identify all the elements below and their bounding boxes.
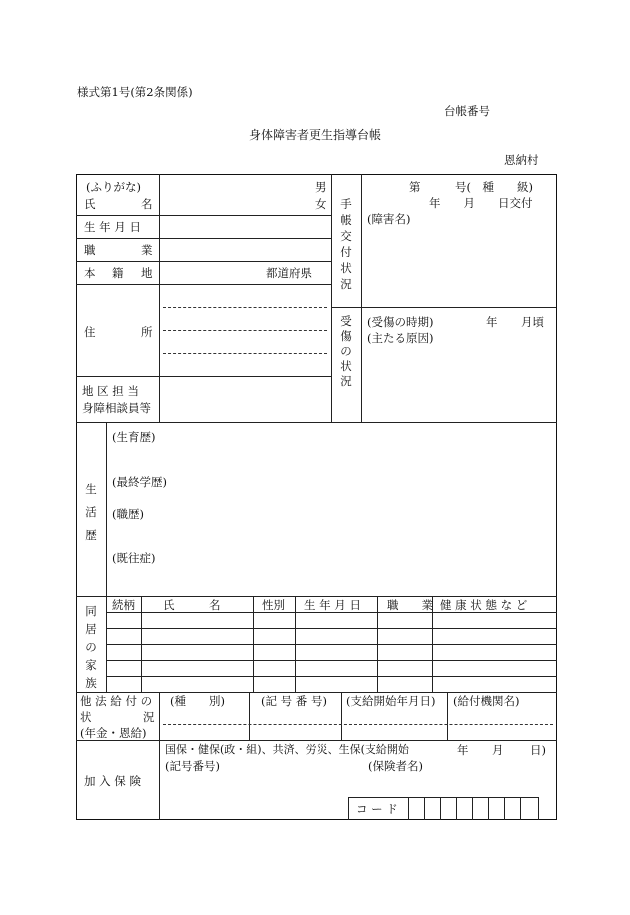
techo-label: 手帳交付状況 xyxy=(340,197,352,291)
injury-time-label: (受傷の時期) xyxy=(367,315,434,329)
education-label: (最終学歴) xyxy=(112,475,167,489)
code-label: コ ー ド xyxy=(356,802,398,816)
address-label-left: 住 xyxy=(84,325,96,339)
form-title: 身体障害者更生指導台帳 xyxy=(249,128,382,142)
ledger-number-label: 台帳番号 xyxy=(444,104,490,118)
family-label: 同居の家族 xyxy=(85,604,97,690)
injury-cause-label: (主たる原因) xyxy=(367,331,434,345)
birth-date-label: 生 年 月 日 xyxy=(84,220,141,234)
techo-number-line: 第 号( 種 級) xyxy=(409,180,533,194)
injury-label: 受傷の状況 xyxy=(340,314,352,388)
techo-date-line: 年 月 日交付 xyxy=(429,196,533,210)
honseki-label-1: 本 xyxy=(84,266,96,280)
family-col-birth: 生 年 月 日 xyxy=(304,598,361,612)
family-col-health: 健 康 状 態 な ど xyxy=(440,598,528,612)
prefecture-label: 都道府県 xyxy=(266,266,312,280)
district-label-2: 身障相談員等 xyxy=(82,401,151,415)
insurance-label: 加 入 保 険 xyxy=(84,774,141,788)
benefits-label-2a: 状 xyxy=(80,710,92,724)
address-label-right: 所 xyxy=(141,325,153,339)
female-option: 女 xyxy=(315,197,327,211)
life-history-label: 生活歴 xyxy=(85,482,97,542)
benefits-col-agency: (給付機関名) xyxy=(453,694,520,708)
insurance-number-label: (記号番号) xyxy=(165,759,220,773)
insurance-month: 月 xyxy=(492,743,504,757)
honseki-label-2: 籍 xyxy=(112,266,124,280)
benefits-col-number: (記 号 番 号) xyxy=(261,694,327,708)
medical-history-label: (既往症) xyxy=(112,551,156,565)
occupation-label-left: 職 xyxy=(84,243,96,257)
insurance-day: 日) xyxy=(530,743,546,757)
insurance-types: 国保・健保(政・組)、共済、労災、生保(支給開始 xyxy=(165,743,409,756)
disability-name-label: (障害名) xyxy=(367,212,411,226)
benefits-col-start-date: (支給開始年月日) xyxy=(346,694,436,708)
family-col-sex: 性別 xyxy=(262,598,285,612)
furigana-label: (ふりがな) xyxy=(86,180,141,194)
family-col-occupation: 職 業 xyxy=(387,598,433,612)
injury-year-label: 年 xyxy=(486,315,498,329)
benefits-label-1: 他 法 給 付 の xyxy=(80,694,153,708)
benefits-col-type: (種 別) xyxy=(170,694,225,708)
district-label-1: 地 区 担 当 xyxy=(82,384,139,398)
name-label-left: 氏 xyxy=(84,197,96,211)
form-number: 様式第1号(第2条関係) xyxy=(77,85,193,99)
honseki-label-3: 地 xyxy=(141,266,153,280)
family-col-name: 氏 名 xyxy=(163,598,221,612)
career-label: (職歴) xyxy=(112,507,144,521)
injury-month-label: 月頃 xyxy=(521,315,544,329)
village-name: 恩納村 xyxy=(504,153,539,167)
benefits-label-3: (年金・恩給) xyxy=(80,726,147,740)
male-option: 男 xyxy=(315,180,327,194)
occupation-label-right: 業 xyxy=(141,243,153,257)
name-label-right: 名 xyxy=(141,197,153,211)
upbringing-label: (生育歴) xyxy=(112,430,156,444)
insurance-year: 年 xyxy=(457,743,469,757)
insurer-name-label: (保険者名) xyxy=(368,759,423,773)
family-col-relation: 続柄 xyxy=(112,598,135,612)
benefits-label-2b: 況 xyxy=(143,710,155,724)
